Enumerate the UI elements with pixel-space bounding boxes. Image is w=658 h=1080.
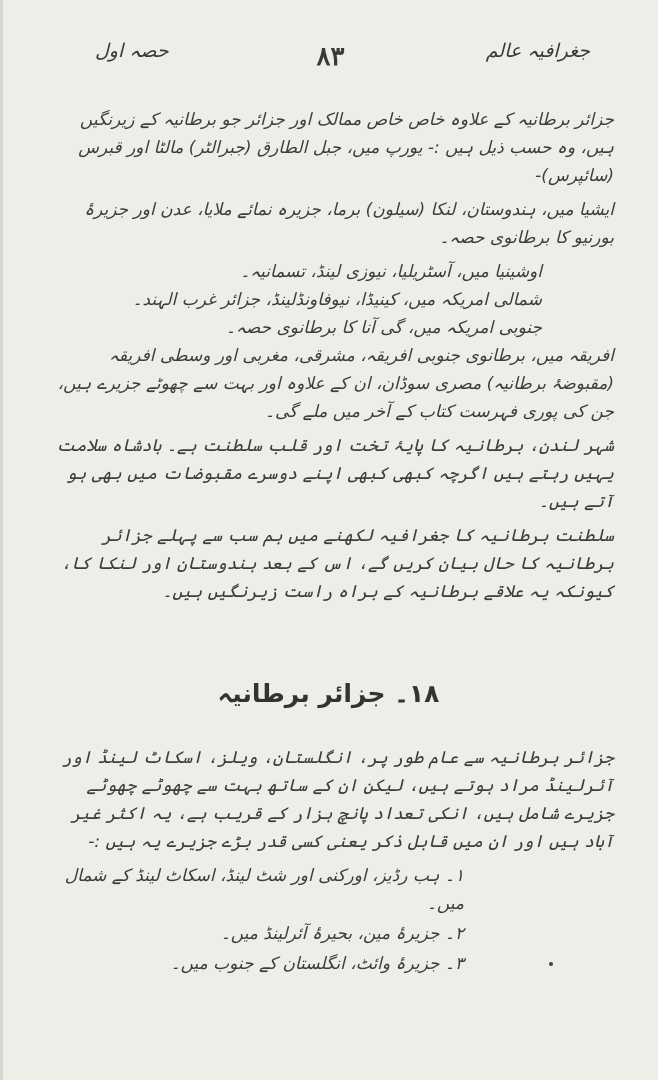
paragraph: جزائر برطانیہ سے عام طور پر، انگلستان، ویلز، اسکاٹ لینڈ اور آئرلینڈ مراد ہوتے ہیں، لیکن ان کے ساتھ بہت سے چھوٹے چھوٹے جزیرے شامل ہیں، انکی تعداد پانچ ہزار کے قریب ہے، یہ اکثر غیر آباد ہیں اور ان میں قابل ذکر یعنی کسی قدر بڑے جزیرے یہ ہیں :- bbox=[61, 748, 614, 852]
region-item: اوشینیا میں، آسٹریلیا، نیوزی لینڈ، تسمانیہ۔ bbox=[240, 262, 542, 282]
page-number: ۸۳ bbox=[316, 42, 345, 72]
list-item: ۳۔ جزیرۂ وائٹ، انگلستان کے جنوب میں۔ bbox=[170, 954, 464, 974]
paragraph: شہر لندن، برطانیہ کا پایۂ تخت اور قلب سلطنت ہے۔ بادشاہ سلامت یہیں رہتے ہیں اگرچہ کبھی کبھی اپنے دوسرے مقبوضات میں بھی ہو آتے ہیں۔ bbox=[56, 436, 614, 512]
list-item: ۲۔ جزیرۂ مین، بحیرۂ آئرلینڈ میں۔ bbox=[220, 924, 464, 944]
page-header bbox=[3, 40, 658, 80]
ink-dot bbox=[549, 962, 553, 966]
part-label: حصہ اول bbox=[95, 40, 169, 62]
region-item: جنوبی امریکہ میں، گی آنا کا برطانوی حصہ۔ bbox=[225, 318, 542, 338]
paragraph: جزائر برطانیہ کے علاوہ خاص خاص ممالک اور جزائر جو برطانیہ کے زیرنگیں ہیں، وہ حسب ذیل ہیں :- یورپ میں، جبل الطارق (جبرالٹر) مالٹا اور قبرس (سائپرس)- bbox=[78, 110, 614, 186]
section-heading: ۱۸۔ جزائر برطانیہ bbox=[217, 679, 440, 708]
book-title: جغرافیہ عالم bbox=[485, 40, 590, 62]
paragraph: ایشیا میں، ہندوستان، لنکا (سیلون) برما، جزیرہ نمائے ملایا، عدن اور جزیرۂ بورنیو کا برطانوی حصہ۔ bbox=[84, 200, 614, 248]
page-body bbox=[43, 106, 614, 980]
paragraph: سلطنت برطانیہ کا جغرافیہ لکھنے میں ہم سب سے پہلے جزائر برطانیہ کا حال بیان کریں گے، اس کے بعد ہندوستان اور لنکا کا، کیونکہ یہ علاقے برطانیہ کے براہ راست زیرنگیں ہیں۔ bbox=[61, 526, 614, 602]
region-item: شمالی امریکہ میں، کینیڈا، نیوفاونڈلینڈ، جزائر غرب الہند۔ bbox=[132, 290, 542, 310]
paragraph: افریقہ میں، برطانوی جنوبی افریقہ، مشرقی، مغربی اور وسطی افریقہ (مقبوضۂ برطانیہ) مصری سوڈان، ان کے علاوہ اور بہت سے چھوٹے جزیرے ہیں، جن کی پوری فہرست کتاب کے آخر میں ملے گی۔ bbox=[57, 346, 614, 422]
list-item: ۱۔ ہب رڈیز، اورکنی اور شٹ لینڈ، اسکاٹ لینڈ کے شمال میں۔ bbox=[64, 866, 464, 914]
